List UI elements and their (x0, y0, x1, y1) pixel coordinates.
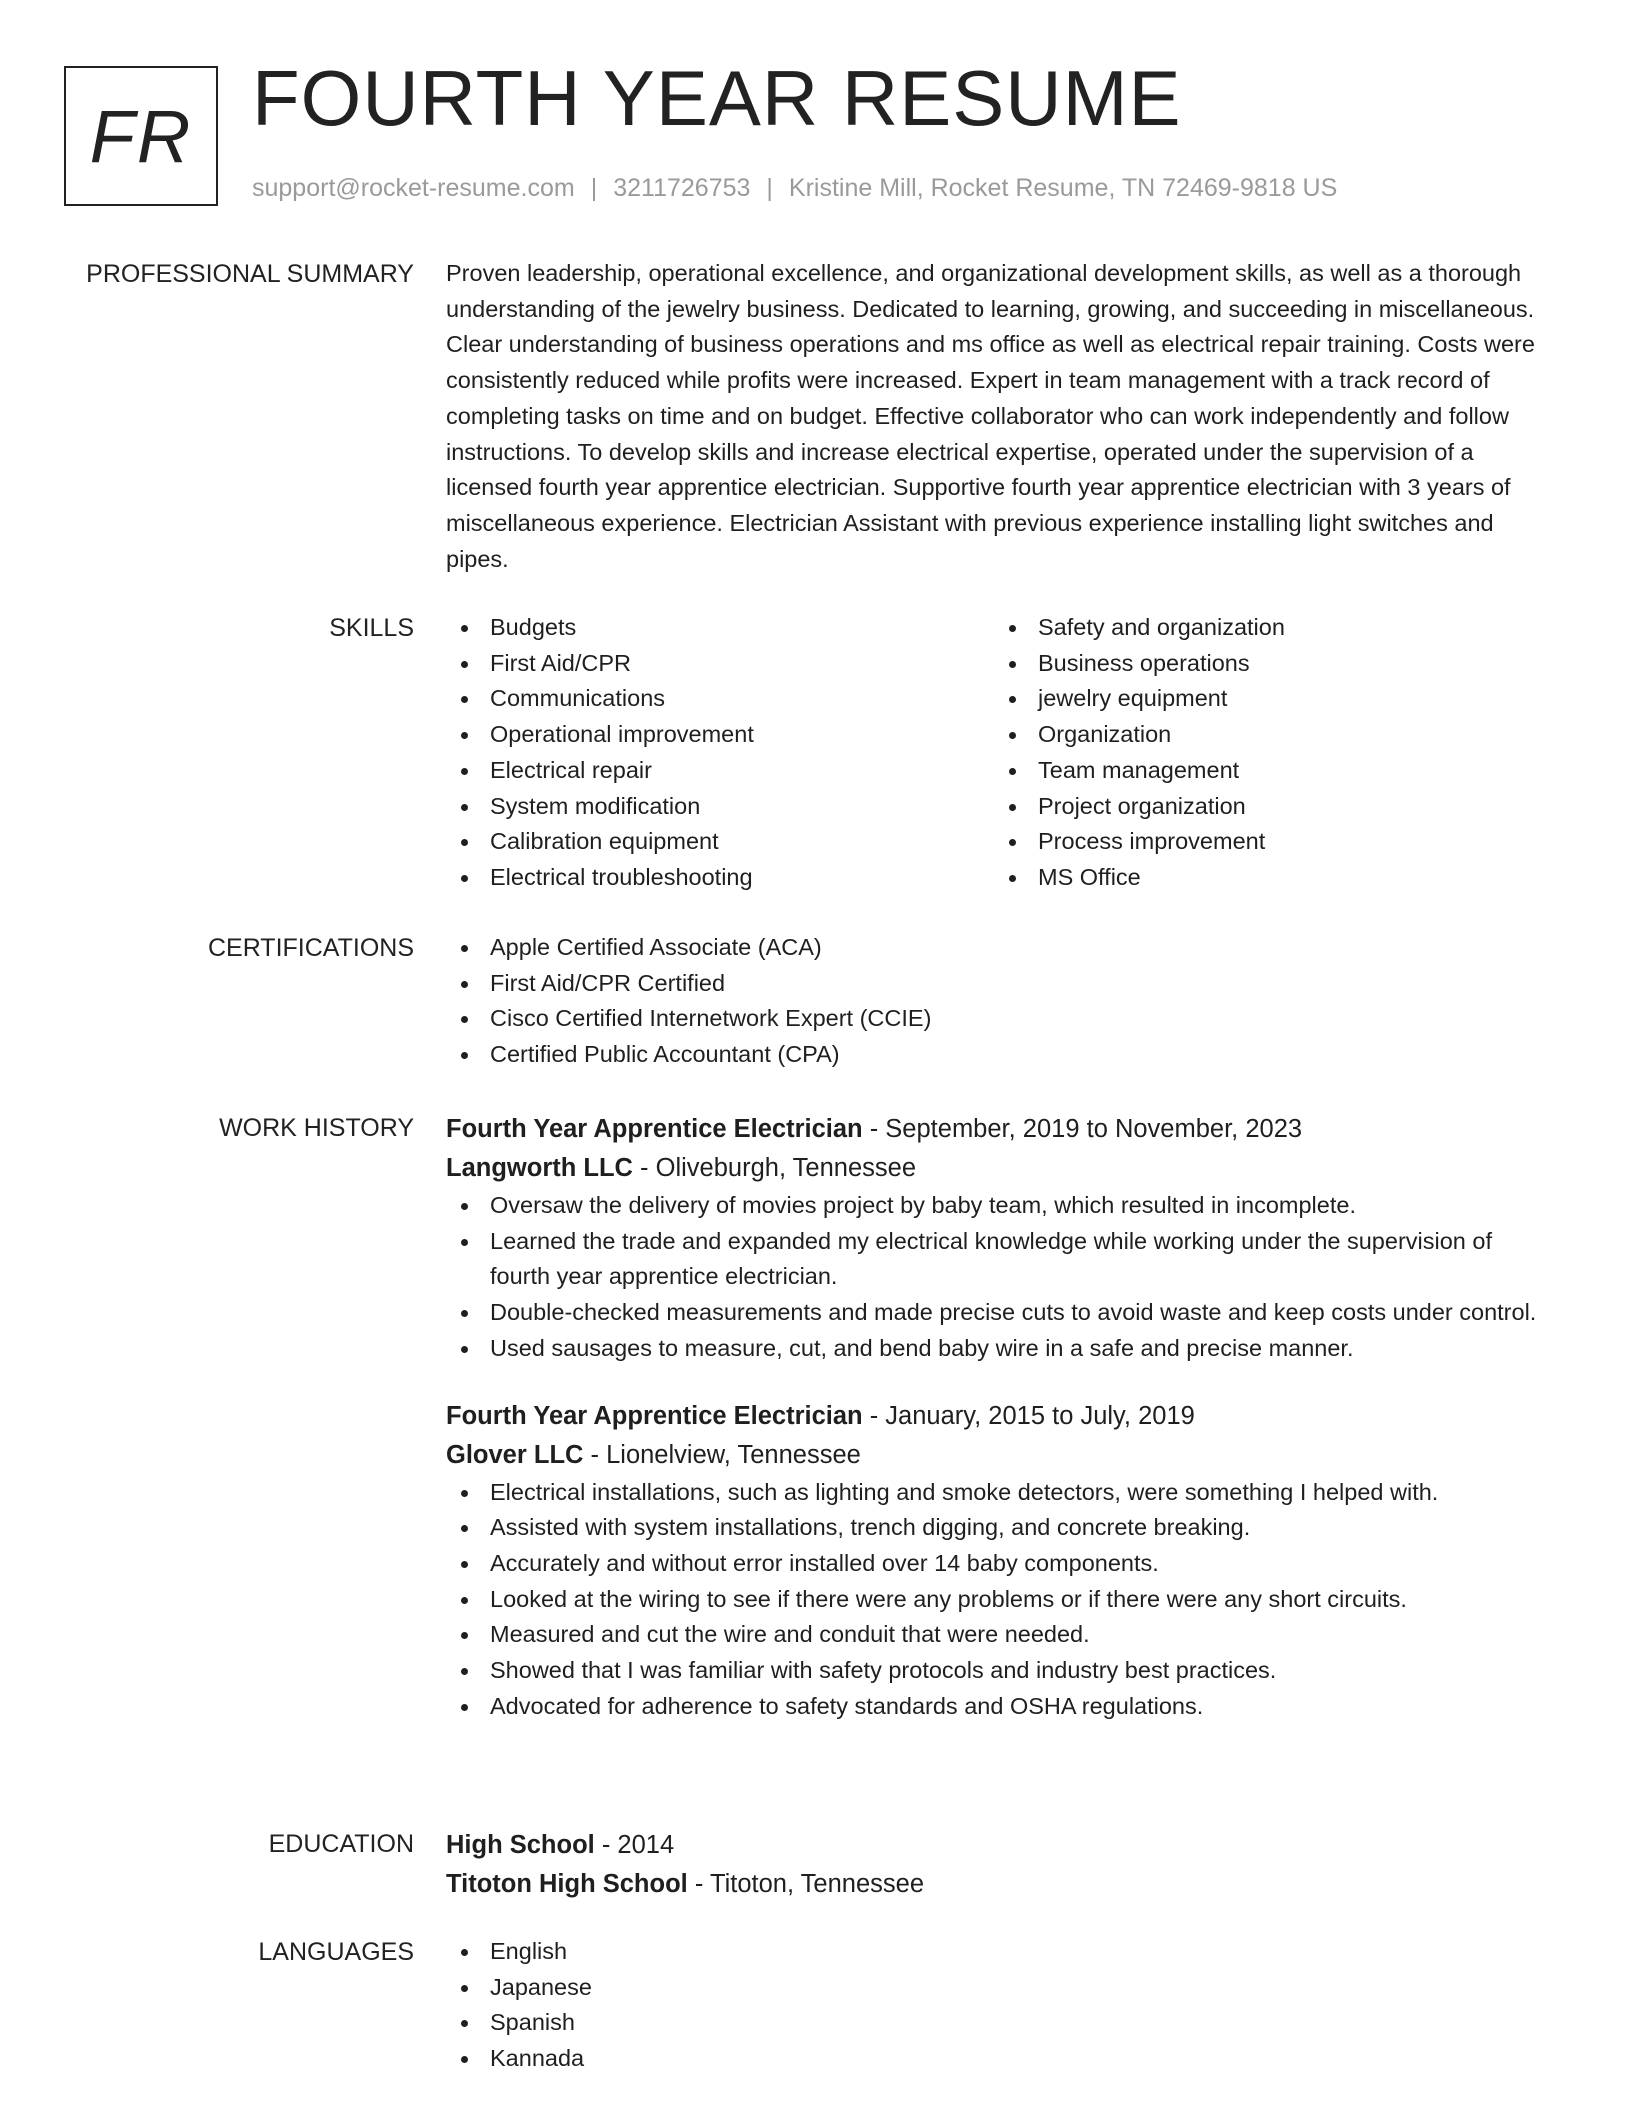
section-label: WORK HISTORY (219, 1114, 414, 1142)
job-entry (446, 1110, 1546, 1367)
certification-item: First Aid/CPR Certified (446, 966, 1546, 1002)
language-item: Spanish (446, 2005, 1546, 2041)
job-bullet: Double-checked measurements and made precise cuts to avoid waste and keep costs under control. (446, 1295, 1546, 1331)
education-location: - Titoton, Tennessee (687, 1870, 925, 1898)
languages-list (446, 1934, 1546, 2077)
job-bullet: Measured and cut the wire and conduit that were needed. (446, 1617, 1546, 1653)
skill-item: First Aid/CPR (446, 646, 994, 682)
skills-list-right (994, 610, 1542, 896)
job-bullet: Advocated for adherence to safety standards and OSHA regulations. (446, 1689, 1546, 1725)
job-dates: - January, 2015 to July, 2019 (862, 1401, 1195, 1430)
job-title-line (446, 1110, 1546, 1149)
education-degree: High School (446, 1831, 595, 1859)
education-year: - 2014 (594, 1831, 675, 1859)
skill-item: Project organization (994, 789, 1542, 825)
job-company: Glover LLC (446, 1440, 584, 1469)
skills-body (446, 610, 1546, 896)
contact-separator: | (590, 174, 598, 202)
monogram-logo: FR (64, 66, 218, 206)
job-bullet: Learned the trade and expanded my electrical knowledge while working under the supervision of fourth year apprentice electrician. (446, 1224, 1546, 1295)
job-dates: - September, 2019 to November, 2023 (862, 1115, 1303, 1143)
section-label: PROFESSIONAL SUMMARY (86, 260, 414, 288)
job-bullet: Assisted with system installations, trench digging, and concrete breaking. (446, 1510, 1546, 1546)
certification-item: Apple Certified Associate (ACA) (446, 930, 1546, 966)
job-title-line (446, 1397, 1546, 1436)
skill-item: Operational improvement (446, 717, 994, 753)
language-item: Japanese (446, 1970, 1546, 2006)
language-item: English (446, 1934, 1546, 1970)
skill-item: Calibration equipment (446, 824, 994, 860)
section-label: SKILLS (329, 614, 414, 642)
skill-item: Electrical troubleshooting (446, 860, 994, 896)
skill-item: Business operations (994, 646, 1542, 682)
work-history-body (446, 1110, 1546, 1754)
contact-line (252, 174, 1337, 203)
certifications-list (446, 930, 1546, 1073)
job-bullet: Electrical installations, such as lighting and smoke detectors, were something I helped with. (446, 1475, 1546, 1511)
contact-address: Kristine Mill, Rocket Resume, TN 72469-9818 US (788, 174, 1338, 202)
job-title: Fourth Year Apprentice Electrician (446, 1401, 863, 1430)
skill-item: Budgets (446, 610, 994, 646)
contact-phone[interactable]: 3211726753 (613, 174, 751, 202)
job-entry (446, 1397, 1546, 1725)
resume-title: FOURTH YEAR RESUME (252, 54, 1182, 142)
skill-item: jewelry equipment (994, 681, 1542, 717)
skill-item: MS Office (994, 860, 1542, 896)
job-company-line (446, 1149, 1546, 1188)
job-bullet: Oversaw the delivery of movies project by baby team, which resulted in incomplete. (446, 1188, 1546, 1224)
job-bullet: Showed that I was familiar with safety protocols and industry best practices. (446, 1653, 1546, 1689)
job-bullet: Looked at the wiring to see if there were any problems or if there were any short circuits. (446, 1582, 1546, 1618)
skill-item: Safety and organization (994, 610, 1542, 646)
job-location: - Lionelview, Tennessee (583, 1440, 861, 1469)
certification-item: Cisco Certified Internetwork Expert (CCIE) (446, 1001, 1546, 1037)
job-title: Fourth Year Apprentice Electrician (446, 1115, 863, 1143)
language-item: Kannada (446, 2041, 1546, 2077)
skills-grid (446, 610, 1546, 896)
skills-list-left (446, 610, 994, 896)
skill-item: System modification (446, 789, 994, 825)
contact-separator: | (766, 174, 773, 202)
skill-item: Communications (446, 681, 994, 717)
certifications-body (446, 930, 1546, 1073)
job-company: Langworth LLC (446, 1154, 633, 1182)
certification-item: Certified Public Accountant (CPA) (446, 1037, 1546, 1073)
job-bullet: Used sausages to measure, cut, and bend baby wire in a safe and precise manner. (446, 1331, 1546, 1367)
skill-item: Process improvement (994, 824, 1542, 860)
job-company-line (446, 1436, 1546, 1475)
skill-item: Team management (994, 753, 1542, 789)
job-bullet-list (446, 1188, 1546, 1367)
skill-item: Organization (994, 717, 1542, 753)
section-label: CERTIFICATIONS (207, 934, 414, 962)
job-location: - Oliveburgh, Tennessee (632, 1154, 916, 1182)
job-bullet-list (446, 1475, 1546, 1725)
job-bullet: Accurately and without error installed over 14 baby components. (446, 1546, 1546, 1582)
education-degree-line (446, 1826, 1546, 1865)
education-school: Titoton High School (446, 1870, 688, 1898)
languages-body (446, 1934, 1546, 2077)
section-label: LANGUAGES (258, 1938, 414, 1966)
education-body (446, 1826, 1546, 1904)
summary-text: Proven leadership, operational excellence, and organizational development skills, as well as a thorough understanding of the jewelry business. Dedicated to learning, growing, and succeeding in miscellaneous. Clear understanding of business operations and ms office as well as electrical repair training. Costs were consistently reduced while profits were increased. Expert in team management with a track record of completing tasks on time and on budget. Effective collaborator who can work independently and follow instructions. To develop skills and increase electrical expertise, operated under the supervision of a licensed fourth year apprentice electrician. Supportive fourth year apprentice electrician with 3 years of miscellaneous experience. Electrician Assistant with previous experience installing light switches and pipes. (446, 260, 1535, 572)
education-school-line (446, 1865, 1546, 1904)
skill-item: Electrical repair (446, 753, 994, 789)
contact-email[interactable]: support@rocket-resume.com (252, 174, 575, 202)
section-label: EDUCATION (268, 1830, 414, 1858)
